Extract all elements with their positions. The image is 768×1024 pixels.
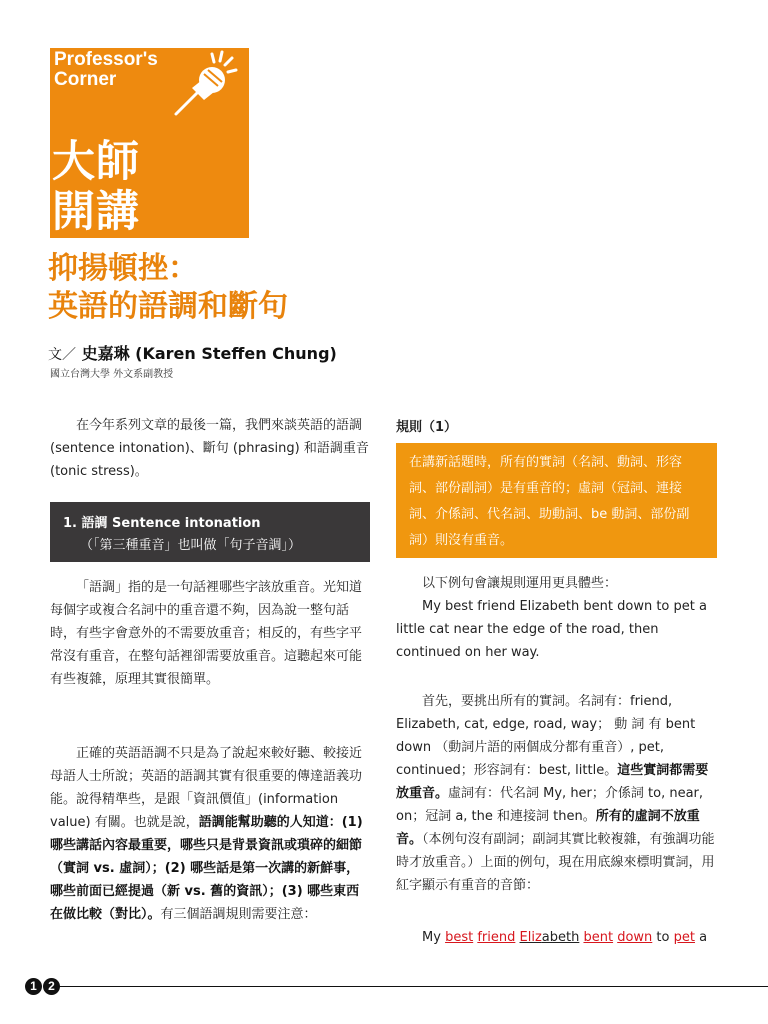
right-para2-bold1: 這些實詞都需要放重音。 (396, 763, 709, 801)
right-para1-text: 以下例句會讓規則運用更具體些： (422, 576, 618, 591)
banner-title-line2: 開講 (52, 187, 140, 237)
right-paragraph-1 (396, 572, 716, 664)
rule-box (396, 443, 717, 558)
section-heading-box (50, 502, 370, 562)
rule-text: 在講新話題時，所有的實詞（名詞、動詞、形容詞、部份副詞）是有重音的；虛詞（冠詞、連接詞、介係詞、代名詞、助動詞、be 動詞、部份副詞）則沒有重音。 (409, 455, 690, 548)
professors-corner-banner (50, 48, 249, 238)
para1-text: 「語調」指的是一句話裡哪些字該放重音。光知道每個字或複合名詞中的重音還不夠，因為說一整句話時，有些字會意外的不需要放重音；相反的，有些字平常沒有重音，在整句話裡卻需要放重音。這聽起來可能有些複雜，原理其實很簡單。 (50, 580, 363, 687)
word-down: down (617, 930, 653, 945)
author-name: 史嘉琳 (Karen Steffen Chung) (81, 344, 337, 363)
corner-line1: Professor's (54, 49, 158, 70)
word-my: My (422, 930, 441, 945)
word-friend: friend (477, 930, 516, 945)
section-subtitle: （「第三種重音」也叫做「句子音調」） (80, 538, 302, 553)
right-paragraph-2 (396, 690, 716, 897)
author-prefix: 文／ (48, 347, 76, 363)
left-paragraph-1 (50, 576, 370, 691)
left-paragraph-2 (50, 742, 370, 926)
rule-heading: 規則（1） (396, 420, 458, 435)
page-digit-1: 1 (25, 978, 42, 995)
right-para2-bold2: 所有的虛詞不放重音。 (396, 809, 700, 847)
word-a: a (699, 930, 708, 945)
right-para2-text (396, 690, 716, 897)
footer-rule (50, 986, 768, 987)
author-line (48, 341, 337, 364)
word-elizabeth-stressed: Eliz (519, 930, 542, 945)
right-para2-a: 首先，要挑出所有的實詞。名詞有：friend, Elizabeth, cat, edge, road, way； 動 詞 有 bent down （動詞片語的兩個成分都有重音）, pet, continued；形容詞有：best, little。 (396, 694, 696, 778)
corner-line2: Corner (54, 69, 117, 90)
intro-paragraph (50, 414, 370, 483)
word-bent: bent (583, 930, 614, 945)
title-line1: 抑揚頓挫： (48, 251, 198, 286)
word-best: best (445, 930, 474, 945)
title-line2: 英語的語調和斷句 (48, 289, 288, 324)
word-pet: pet (673, 930, 695, 945)
marked-example (396, 926, 716, 949)
example-sentence: My best friend Elizabeth bent down to pet a little cat near the edge of the road, then continued on her way. (396, 599, 707, 660)
corner-label (54, 50, 158, 90)
right-para2-b: 虛詞有：代名詞 My, her；介係詞 to, near, on；冠詞 a, the 和連接詞 then。 (396, 786, 704, 824)
microphone-icon (170, 48, 245, 118)
para2-end: 有三個語調規則需要注意： (160, 907, 317, 922)
para2-text (50, 742, 370, 926)
word-to: to (656, 930, 670, 945)
word-elizabeth (520, 930, 580, 945)
para2-part-a: 正確的英語語調不只是為了說起來較好聽、較接近母語人士所說；英語的語調其實有很重要的傳達語義功能。說得精準些，是跟「資訊價值」(information value) 有關。也就是說， (50, 746, 363, 830)
section-title: 1. 語調 Sentence intonation (63, 516, 261, 531)
author-affiliation: 國立台灣大學 外文系副教授 (50, 369, 174, 380)
intro-text: 在今年系列文章的最後一篇，我們來談英語的語調 (sentence intonation)、斷句 (phrasing) 和語調重音 (tonic stress)。 (50, 418, 369, 479)
right-para2-c: （本例句沒有副詞；副詞其實比較複雜，有強調功能時才放重音。）上面的例句，現在用底線來標明實詞，用紅字顯示有重音的音節： (396, 832, 715, 893)
page-number (25, 978, 60, 995)
para2-bold: 語調能幫助聽的人知道：(1) 哪些講話內容最重要，哪些只是背景資訊或瑣碎的細節（實詞 vs. 虛詞）；(2) 哪些話是第一次講的新鮮事，哪些前面已經提過（新 vs. 舊的資訊）；(3) 哪些東西在做比較（對比）。 (50, 815, 363, 922)
page-digit-2: 2 (43, 978, 60, 995)
marked-example-line (396, 926, 716, 949)
banner-title-line1: 大師 (52, 137, 140, 187)
article-title (48, 250, 288, 326)
word-elizabeth-rest: abeth (541, 930, 580, 945)
